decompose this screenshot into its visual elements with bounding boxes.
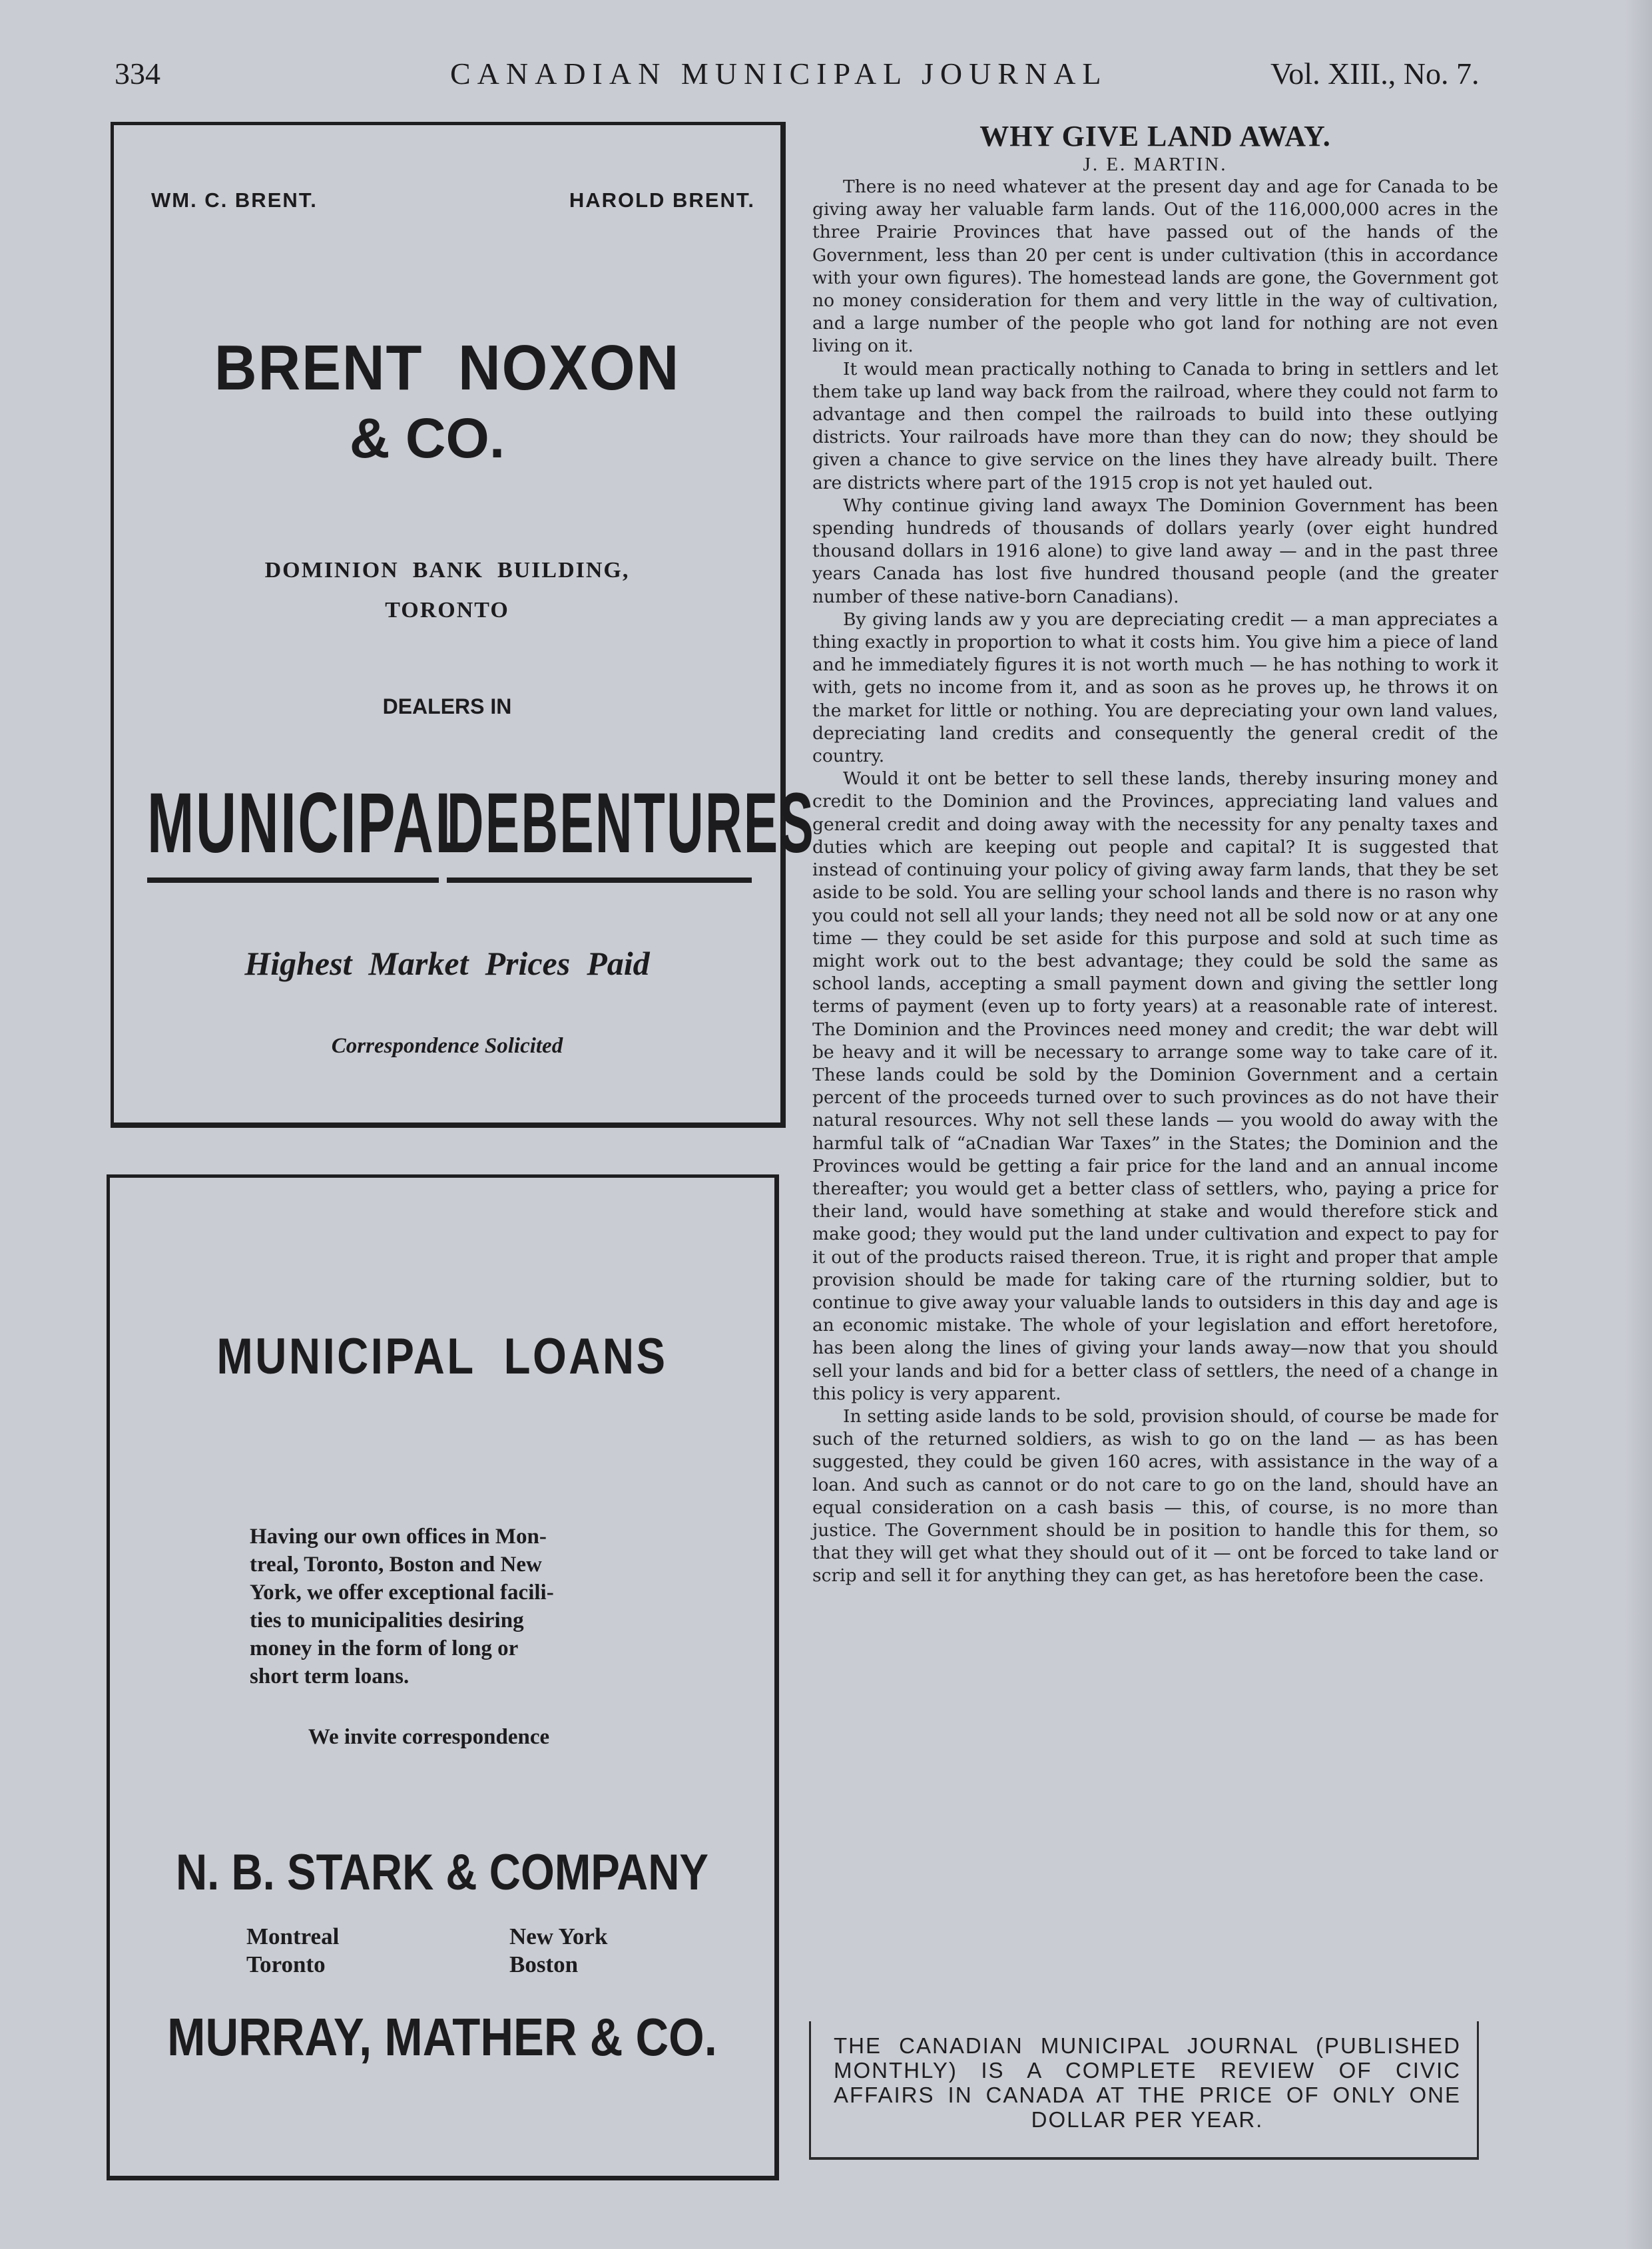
article-paragraph: By giving lands aw y you are depreciating credit — a man appreciates a thing exactly in proportion to what it costs him. You give him a piece of land and he immediately figures it is not worth much — he has nothing to work it with, gets no income from it, and as soon as he proves up, he throws it on the market for little or nothing. You are depreciating your own land values, depreciating land credits and consequently the general credit of the country. bbox=[812, 609, 1498, 767]
city-toronto: Toronto bbox=[246, 1951, 326, 1977]
partner-name-left: WM. C. BRENT. bbox=[151, 188, 318, 212]
partner-name-right: HAROLD BRENT. bbox=[569, 188, 755, 212]
body-line: money in the form of long or bbox=[250, 1636, 519, 1660]
article bbox=[812, 120, 1498, 1588]
company-name-2: MURRAY, MATHER & CO. bbox=[167, 2007, 717, 2067]
body-line: York, we offer exceptional facili- bbox=[250, 1581, 554, 1605]
journal-name: CANADIAN MUNICIPAL JOURNAL bbox=[450, 57, 1108, 91]
volume-issue: Vol. XIII., No. 7. bbox=[1270, 57, 1480, 91]
ad-stark-company bbox=[107, 1174, 779, 2180]
body-line: Having our own offices in Mon- bbox=[250, 1525, 547, 1549]
article-paragraph: In setting aside lands to be sold, provision should, of course be made for such of the returned soldiers, as wish to go on the land — as has been suggested, they could be given 160 acres, with assistance in the way of a loan. And such as cannot or do not care to go on the land, should have an equal consideration on a cash basis — this, of course, is no more than justice. The Government should be in position to handle this for them, so that they will get what they should out of it — ont be forced to take land or scrip and sell it for anything they can get, as has heretofore been the case. bbox=[812, 1405, 1498, 1587]
page-edge-shadow bbox=[1625, 0, 1652, 2249]
article-author: J. E. MARTIN. bbox=[1083, 154, 1228, 175]
underline-right bbox=[447, 877, 752, 883]
article-paragraph: Why continue giving land awayx The Dominion Government has been spending hundreds of thousands of dollars yearly (over eight hundred thousand dollars in 1916 alone) to give land away — and in the past three years Canada has lost five hundred thousand people (and the greater number of these native-born Canadians). bbox=[812, 495, 1498, 607]
body-line: treal, Toronto, Boston and New bbox=[250, 1553, 542, 1577]
underline-left bbox=[147, 877, 439, 883]
article-paragraph: Would it ont be better to sell these lands, thereby insuring money and credit to the Dominion and the Provinces, appreciating land values and general credit and doing away with the necessity for any penalty taxes and duties which are keeping out people and capital? It is suggested that instead of continuing your policy of giving away farm lands, that they be set aside to be sold. You are selling your school lands and there is no rason why you could not sell all your lands; they need not all be sold now or at any one time — they could be set aside for this purpose and sold at such time as might work out to the best advantage; they could be sold the same as school lands, accepting a small payment down and giving the settler long terms of payment (even up to forty years) at a reasonable rate of interest. The Dominion and the Provinces need money and credit; the war debt will be heavy and it will be necessary to arrange some way to take care of it. These lands could be sold by the Dominion Government and a certain percent of the proceeds turned over to such provinces as do not have their natural resources. Why not sell these lands — you woold do away with the harmful talk of “aCnadian War Taxes” in the States; the Dominion and the Provinces would be getting a fair price for the land and an annual income thereafter; you would get a better class of settlers, who, paying a price for their land, would have something at stake and would therefore stick and make good; they would put the land under cultivation and expect to pay for it out of the products raised thereon. True, it is right and proper that ample provision should be made for taking care of the rturning soldier, but to continue to give away your valuable lands to outsiders in this day and age is an economic mistake. The whole of your legislation and effort heretofore, has been along the lines of giving your lands away—now that you should sell your lands and bid for a better class of settlers, the need of a change in this policy is very apparent. bbox=[812, 768, 1498, 1404]
tagline: Highest Market Prices Paid bbox=[244, 945, 650, 982]
body-line: ties to municipalities desiring bbox=[250, 1609, 524, 1632]
firm-name: BRENT NOXON bbox=[214, 332, 681, 403]
company-name: N. B. STARK & COMPANY bbox=[175, 1844, 709, 1901]
ad-brent-noxon bbox=[111, 122, 816, 1128]
body-line: short term loans. bbox=[250, 1664, 410, 1688]
address-line-1: DOMINION BANK BUILDING, bbox=[264, 558, 630, 583]
article-title: WHY GIVE LAND AWAY. bbox=[979, 120, 1331, 152]
address-line-2: TORONTO bbox=[385, 598, 509, 623]
city-montreal: Montreal bbox=[246, 1923, 340, 1949]
city-boston: Boston bbox=[509, 1951, 579, 1977]
page-number: 334 bbox=[115, 57, 160, 91]
notice-text: THE CANADIAN MUNICIPAL JOURNAL (PUBLISHED MONTHLY) IS A COMPLETE REVIEW OF CIVIC AFFAIRS IN CANADA AT THE PRICE OF ONLY ONE DOLLAR PER YEAR. bbox=[834, 2033, 1461, 2132]
firm-name-suffix: & CO. bbox=[349, 407, 505, 469]
loans-body bbox=[250, 1523, 649, 1690]
headline-debentures: DEBENTURES bbox=[447, 776, 816, 871]
headline-municipal: MUNICIPAL bbox=[147, 776, 471, 871]
loans-headline: MUNICIPAL LOANS bbox=[216, 1328, 668, 1385]
subscription-notice bbox=[809, 2021, 1479, 2160]
article-paragraph: It would mean practically nothing to Canada to bring in settlers and let them take up land way back from the railroad, where they could not farm to advantage and then compel the railroads to build into these outlying districts. Your railroads have more than they can do now; they should be given a chance to give service on the lines they have already built. There are districts where part of the 1915 crop is not yet hauled out. bbox=[812, 358, 1498, 493]
correspondence-note: Correspondence Solicited bbox=[331, 1034, 563, 1058]
dealers-label: DEALERS IN bbox=[382, 694, 512, 718]
article-paragraph: There is no need whatever at the present day and age for Canada to be giving away her valuable farm lands. Out of the 116,000,000 acres in the three Prairie Provinces that have passed out of the hands of the Government, less than 20 per cent is under cultivation (this in accordance with your own figures). The homestead lands are gone, the Government got no money consideration for them and very little in the way of cultivation, and a large number of the people who got land for nothing are not even living on it. bbox=[812, 176, 1498, 357]
invite-note: We invite correspondence bbox=[308, 1725, 550, 1749]
city-new-york: New York bbox=[509, 1923, 608, 1949]
